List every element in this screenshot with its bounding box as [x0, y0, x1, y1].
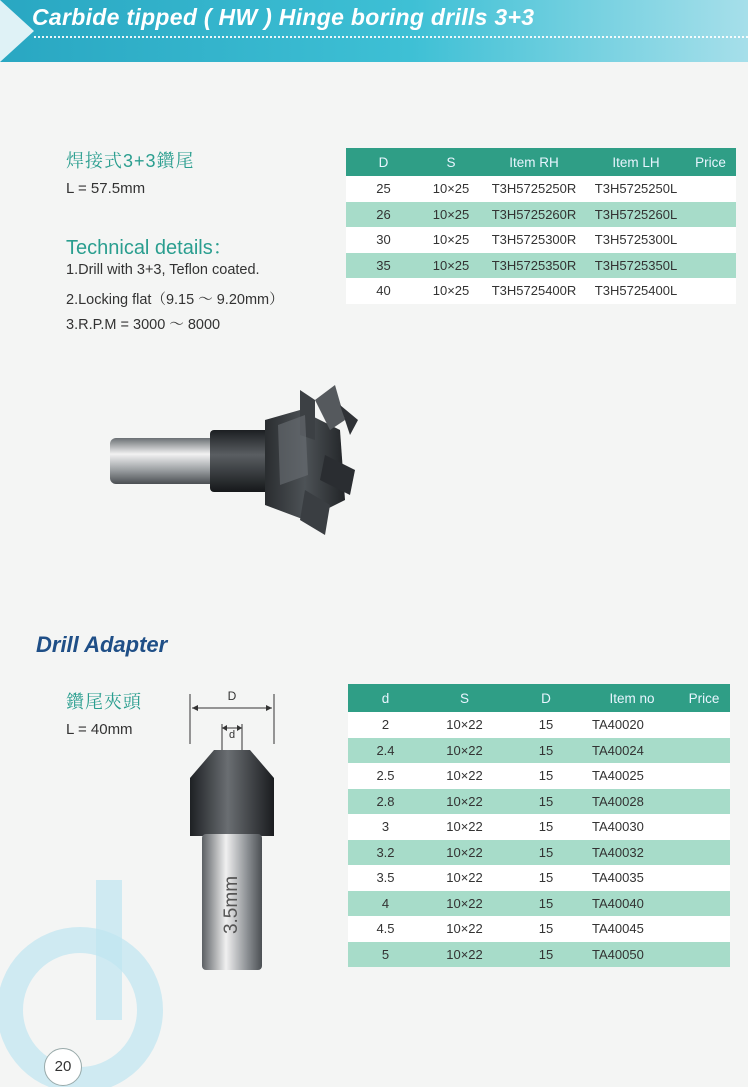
table-cell: TA40030	[586, 814, 678, 840]
col-header-price: Price	[685, 148, 736, 176]
hinge-subtitle-cn: 焊接式3+3鑽尾	[66, 151, 195, 171]
table-cell: TA40035	[586, 865, 678, 891]
table-cell: TA40050	[586, 942, 678, 968]
brand-watermark-logo	[0, 880, 200, 1087]
table-cell	[678, 814, 730, 840]
table-cell: T3H5725400L	[587, 278, 685, 304]
table-cell: 15	[506, 712, 586, 738]
table-cell: 10×22	[423, 916, 506, 942]
table-cell: 15	[506, 840, 586, 866]
table-row	[346, 278, 736, 304]
table-cell: T3H5725250L	[587, 176, 685, 202]
table-cell: 10×22	[423, 814, 506, 840]
table-cell: 4.5	[348, 916, 423, 942]
table-cell: 15	[506, 865, 586, 891]
table-cell: 10×22	[423, 891, 506, 917]
table-cell: 26	[346, 202, 421, 228]
tech-line-3: 3.R.P.M = 3000 ～ 8000	[66, 317, 221, 333]
table-row	[348, 738, 730, 764]
table-cell: 25	[346, 176, 421, 202]
hinge-length: L = 57.5mm	[66, 180, 146, 197]
table-row	[348, 840, 730, 866]
table-cell: 3.2	[348, 840, 423, 866]
table-cell: 10×22	[423, 840, 506, 866]
table-cell	[685, 253, 736, 279]
page-number: 20	[44, 1048, 82, 1086]
table-cell: 2.5	[348, 763, 423, 789]
table-cell	[685, 227, 736, 253]
technical-details-title: Technical details：	[66, 237, 233, 259]
table-cell: T3H5725250R	[481, 176, 587, 202]
table-cell: 3.5	[348, 865, 423, 891]
col-header-item-rh: Item RH	[481, 148, 587, 176]
table-row	[346, 227, 736, 253]
table-cell: 35	[346, 253, 421, 279]
table-cell: 10×22	[423, 712, 506, 738]
table-row	[348, 891, 730, 917]
table-cell	[678, 942, 730, 968]
page-title: Carbide tipped ( HW ) Hinge boring drills 3+3	[32, 4, 535, 30]
adapter-length: L = 40mm	[66, 721, 133, 738]
table-row	[348, 942, 730, 968]
shank-marking: 3.5mm	[221, 875, 242, 935]
table-row	[348, 814, 730, 840]
table-cell: TA40020	[586, 712, 678, 738]
table-row	[348, 865, 730, 891]
table-cell: 4	[348, 891, 423, 917]
table-cell: TA40045	[586, 916, 678, 942]
table-cell: 15	[506, 916, 586, 942]
table-cell	[678, 865, 730, 891]
table-cell: 10×22	[423, 763, 506, 789]
table-cell: 30	[346, 227, 421, 253]
hinge-drill-image	[100, 380, 370, 550]
table-row	[346, 176, 736, 202]
table-cell: TA40032	[586, 840, 678, 866]
table-cell: TA40025	[586, 763, 678, 789]
table-cell: 10×22	[423, 789, 506, 815]
table-row	[346, 253, 736, 279]
drill-adapter-diagram	[186, 688, 286, 988]
table-cell: T3H5725300L	[587, 227, 685, 253]
table-cell: T3H5725300R	[481, 227, 587, 253]
table-cell	[678, 738, 730, 764]
table-cell	[678, 789, 730, 815]
table-header-row	[346, 148, 736, 176]
table-cell	[685, 202, 736, 228]
table-cell	[685, 176, 736, 202]
table-cell: 15	[506, 789, 586, 815]
table-row	[348, 712, 730, 738]
table-cell	[678, 840, 730, 866]
col-header-item-no: Item no	[586, 684, 678, 712]
table-row	[346, 202, 736, 228]
table-cell: 15	[506, 763, 586, 789]
col-header-S: S	[421, 148, 481, 176]
hinge-drill-table	[346, 148, 736, 304]
table-cell: 3	[348, 814, 423, 840]
table-row	[348, 916, 730, 942]
table-cell: 15	[506, 891, 586, 917]
tech-line-2: 2.Locking flat（9.15 ～ 9.20mm）	[66, 292, 284, 308]
table-header-row	[348, 684, 730, 712]
col-header-D: D	[506, 684, 586, 712]
col-header-S: S	[423, 684, 506, 712]
table-cell: 10×25	[421, 227, 481, 253]
table-cell: 15	[506, 814, 586, 840]
table-cell: 2	[348, 712, 423, 738]
table-cell: 10×25	[421, 176, 481, 202]
table-cell	[685, 278, 736, 304]
page-header-banner	[0, 0, 748, 62]
dimension-label-D: D	[227, 689, 237, 703]
drill-adapter-title: Drill Adapter	[36, 632, 168, 657]
table-cell: 15	[506, 738, 586, 764]
table-cell: 10×25	[421, 253, 481, 279]
adapter-subtitle-cn: 鑽尾夾頭	[66, 692, 142, 712]
table-row	[348, 789, 730, 815]
col-header-price: Price	[678, 684, 730, 712]
table-cell: 10×22	[423, 738, 506, 764]
table-cell: 2.4	[348, 738, 423, 764]
table-cell: TA40024	[586, 738, 678, 764]
table-cell: T3H5725260R	[481, 202, 587, 228]
table-cell: 5	[348, 942, 423, 968]
table-cell: TA40040	[586, 891, 678, 917]
table-cell: 10×25	[421, 202, 481, 228]
tech-line-1: 1.Drill with 3+3, Teflon coated.	[66, 262, 260, 278]
table-cell: 40	[346, 278, 421, 304]
col-header-D: D	[346, 148, 421, 176]
header-dotted-line	[34, 36, 748, 38]
header-arrow-shape	[0, 0, 34, 62]
table-cell: 10×22	[423, 942, 506, 968]
table-cell: 2.8	[348, 789, 423, 815]
table-cell: TA40028	[586, 789, 678, 815]
col-header-item-lh: Item LH	[587, 148, 685, 176]
table-cell	[678, 891, 730, 917]
table-cell: T3H5725350L	[587, 253, 685, 279]
table-cell: T3H5725260L	[587, 202, 685, 228]
col-header-d: d	[348, 684, 423, 712]
table-cell: T3H5725400R	[481, 278, 587, 304]
table-cell: T3H5725350R	[481, 253, 587, 279]
table-cell	[678, 712, 730, 738]
dimension-label-d: d	[228, 729, 236, 741]
table-cell	[678, 916, 730, 942]
table-row	[348, 763, 730, 789]
drill-adapter-table	[348, 684, 730, 967]
table-cell: 15	[506, 942, 586, 968]
table-cell: 10×25	[421, 278, 481, 304]
table-cell: 10×22	[423, 865, 506, 891]
table-cell	[678, 763, 730, 789]
